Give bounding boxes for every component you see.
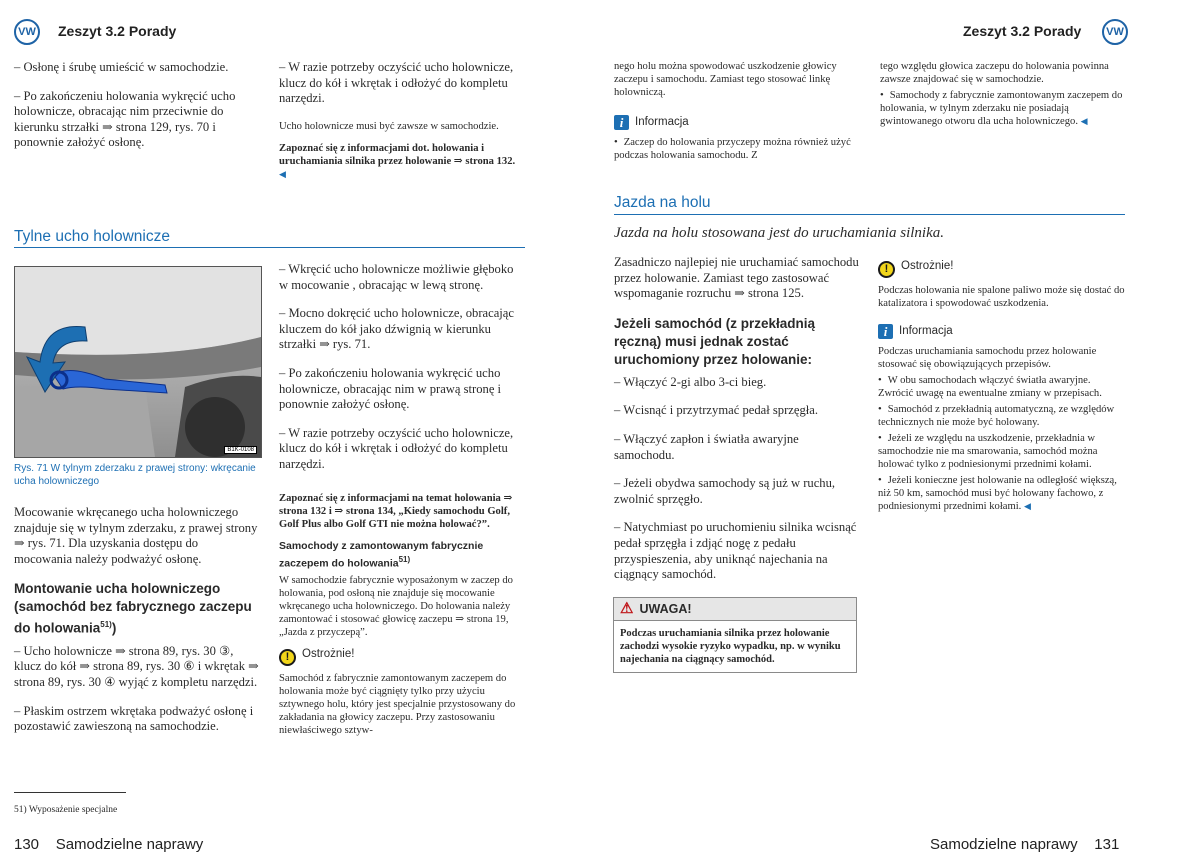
- section-title-tow-start: Jazda na holu: [614, 194, 711, 211]
- step-text: – W razie potrzeby oczyścić ucho holownicze, klucz do kół i wkrętak i odłożyć do kompletu narzędzi.: [279, 425, 514, 471]
- body-text: tego względu głowica zaczepu do holowania powinna zawsze znajdować się w samochodzie.: [880, 61, 1109, 85]
- caution-heading: [878, 260, 1125, 278]
- step-text: – Po zakończeniu holowania wykręcić ucho holownicze, obracając nim przeciwnie do kierunku strzałki ⇒ strona 129, rys. 70 i ponownie założyć osłonę.: [14, 88, 236, 150]
- left-page-footer: 130 Samodzielne naprawy: [14, 836, 204, 853]
- caution-label: Ostrożnie!: [901, 260, 954, 272]
- info-heading: [614, 115, 859, 130]
- footnote-ref: 51): [100, 620, 112, 630]
- end-arrow-icon: ◀: [279, 168, 286, 179]
- section-divider: [14, 247, 525, 248]
- info-heading: [878, 324, 1125, 339]
- right-colA-top: [614, 60, 859, 171]
- caution-icon: !: [279, 649, 296, 666]
- info-icon: i: [614, 115, 629, 130]
- info-bullet: [880, 89, 1125, 128]
- warning-heading: [614, 598, 856, 621]
- info-bullet: • Zaczep do holowania przyczepy można również użyć podczas holowania samochodu. Z: [614, 136, 859, 162]
- step-text: – Płaskim ostrzem wkrętaka podważyć osłonę i pozostawić zawieszoną na samochodzie.: [14, 703, 254, 734]
- info-icon: i: [878, 324, 893, 339]
- step-text: – Po zakończeniu holowania wykręcić ucho holownicze, obracając nim w prawą stronę i ponownie założyć osłonę.: [279, 365, 502, 412]
- step-text: – Wkręcić ucho holownicze możliwie głęboko w mocowanie , obracając w lewą stronę.: [279, 262, 514, 292]
- step-text: – Włączyć 2-gi albo 3-ci bieg.: [614, 374, 767, 389]
- right-page-footer: Samodzielne naprawy 131: [930, 836, 1120, 853]
- left-col2-top: [279, 60, 524, 190]
- caution-heading: [279, 648, 524, 666]
- warning-box: [613, 597, 857, 673]
- info-label: Informacja: [899, 325, 953, 337]
- bold-note: [279, 142, 524, 181]
- vw-logo-icon: VW: [1102, 19, 1128, 45]
- info-bullet: • Samochód z przekładnią automatyczną, ze względów technicznych nie może być holowany.: [878, 403, 1125, 429]
- figure-caption: Rys. 71 W tylnym zderzaku z prawej strony: wkręcanie ucha holowniczego: [14, 463, 256, 487]
- body-text: W samochodzie fabrycznie wyposażonym w zaczep do holowania, pod osłoną nie znajduje się mocowanie wkręcanego ucha holowniczego. Do holowania należy zamontować i stosować głowicę zaczepu ⇒ strona 19, „Jazda z przyczepą”.: [279, 574, 513, 638]
- end-arrow-icon: ◀: [1023, 501, 1031, 511]
- step-text: – Włączyć zapłon i światła awaryjne samochodu.: [614, 431, 799, 462]
- step-text: – W razie potrzeby oczyścić ucho holownicze, klucz do kół i wkrętak i odłożyć do kompletu narzędzi.: [279, 60, 514, 106]
- right-colB-top: [880, 60, 1125, 137]
- step-text: – Wcisnąć i przytrzymać pedał sprzęgła.: [614, 403, 818, 418]
- info-label: Informacja: [635, 116, 689, 128]
- subhead-mounting: Montowanie ucha holowniczego (samochód bez fabrycznego zaczepu do holowania$^{51)}$): [14, 581, 252, 636]
- left-col1-top: [14, 60, 259, 164]
- caution-label: Ostrożnie!: [302, 647, 355, 660]
- subhead-factory-hitch: [279, 540, 524, 571]
- body-text: Zasadniczo najlepiej nie uruchamiać samochodu przez holowanie. Zamiast tego zastosować wspomaganie rozruchu ⇒ strona 125.: [614, 255, 859, 301]
- step-text: – Jeżeli obydwa samochody są już w ruchu, zwolnić sprzęgło.: [614, 476, 836, 506]
- info-text: Podczas uruchamiania samochodu przez holowanie stosować się obowiązujących przepisów.: [878, 346, 1097, 370]
- body-text: Mocowanie wkręcanego ucha holowniczego znajduje się w tylnym zderzaku, z prawej strony ⇒ rys. 71. Dla uzyskania dostępu do mocowania należy podważyć osłonę.: [14, 505, 258, 566]
- right-page-header: Zeszyt 3.2 Porady: [963, 23, 1082, 39]
- bullet-text: Samochody z fabrycznie zamontowanym zaczepem do holowania, w tylnym zderzaku nie posiadają gwintowanego otworu dla ucha holowniczego.: [880, 90, 1123, 127]
- left-page-header: Zeszyt 3.2 Porady: [58, 23, 177, 39]
- bold-note-text: Zapoznać się z informacjami dot. holowania i uruchamiania silnika przez holowanie ⇒ strona 132.: [279, 142, 516, 167]
- caution-text: Samochód z fabrycznie zamontowanym zaczepem do holowania może być ciągnięty tylko przy użyciu sztywnego holu, który jest specjalnie przystosowany do zakładania na głowicy zaczepu. Przy zastosowaniu niewłaściwego sztyw-: [279, 672, 516, 736]
- step-text: – Osłonę i śrubę umieścić w samochodzie.: [14, 60, 229, 74]
- info-bullet: • Jeżeli ze względu na uszkodzenie, przekładnia w samochodzie nie ma smarowania, samochód można holować tylko z podniesionymi przednimi kołami.: [878, 432, 1125, 471]
- caution-icon: !: [878, 261, 895, 278]
- footnote: 51) Wyposażenie specjalne: [14, 805, 118, 815]
- end-arrow-icon: ◀: [1080, 116, 1088, 126]
- info-bullet: • W obu samochodach włączyć światła awaryjne. Zwrócić uwagę na ewentualne zmiany w przepisach.: [878, 374, 1125, 400]
- section-divider: [614, 214, 1125, 215]
- right-colA-body: [614, 255, 859, 596]
- left-col1-body: [14, 505, 259, 748]
- warning-text: Podczas uruchamiania silnika przez holowanie zachodzi wysokie ryzyko wypadku, np. w wyniku najechania na ciągnący samochód.: [620, 628, 841, 665]
- subhead-manual: Jeżeli samochód (z przekładnią ręczną) musi jednak zostać uruchomiony przez holowanie:: [614, 315, 816, 367]
- step-text: – Natychmiast po uruchomieniu silnika wcisnąć pedał sprzęgła i zdjąć nogę z pedału przyspieszenia, aby uniknąć najechania na ciągnący samochód.: [614, 520, 857, 582]
- left-col2-body: [279, 262, 524, 486]
- warning-triangle-icon: ⚠: [620, 600, 634, 617]
- section-title-rear-hook: Tylne ucho holownicze: [14, 228, 170, 245]
- figure-code: B1K-0108: [224, 446, 257, 454]
- bullet-text: Jeżeli konieczne jest holowanie na odległość większą, niż 50 km, samochód musi być holowany fachowo, z podniesionymi przednimi kołami.: [878, 475, 1117, 512]
- figure-rear-bumper: [14, 266, 262, 458]
- step-text: – Mocno dokręcić ucho holownicze, obracając kluczem do kół jako dźwignią w kierunku strzałki ⇒ rys. 71.: [279, 306, 514, 352]
- right-colB-body: [878, 260, 1125, 522]
- footnote-ref: 51): [398, 555, 411, 564]
- subhead-text: Samochody z zamontowanym fabrycznie zaczepem do holowania: [279, 540, 484, 570]
- subhead-text: Montowanie ucha holowniczego (samochód bez fabrycznego zaczepu do holowania: [14, 581, 252, 636]
- warning-label: UWAGA!: [639, 602, 692, 616]
- bumper-illustration: [15, 267, 261, 457]
- left-col2-notes: [279, 492, 524, 746]
- body-text: nego holu można spowodować uszkodzenie głowicy zaczepu i samochodu. Zamiast tego stosować linkę holowniczą.: [614, 61, 837, 98]
- intro-line: Jazda na holu stosowana jest do uruchamiania silnika.: [614, 225, 944, 241]
- step-text: – Ucho holownicze ⇒ strona 89, rys. 30 ③, klucz do kół ⇒ strona 89, rys. 30 ⑥ i wkrętak ⇒ strona 89, rys. 30 ④ wyjąć z kompletu narzędzi.: [14, 643, 259, 690]
- caution-text: Podczas holowania nie spalone paliwo może się dostać do katalizatora i spowodować uszkodzenia.: [878, 285, 1125, 309]
- note-text: Ucho holownicze musi być zawsze w samochodzie.: [279, 120, 499, 132]
- info-bullet: [878, 474, 1125, 513]
- bold-note: Zapoznać się z informacjami na temat holowania ⇒ strona 132 i ⇒ strona 134, „Kiedy samochodu Golf, Golf Plus albo Golf GTI nie można holować?”.: [279, 493, 513, 530]
- vw-logo-icon: VW: [14, 19, 40, 45]
- footnote-divider: [14, 792, 126, 793]
